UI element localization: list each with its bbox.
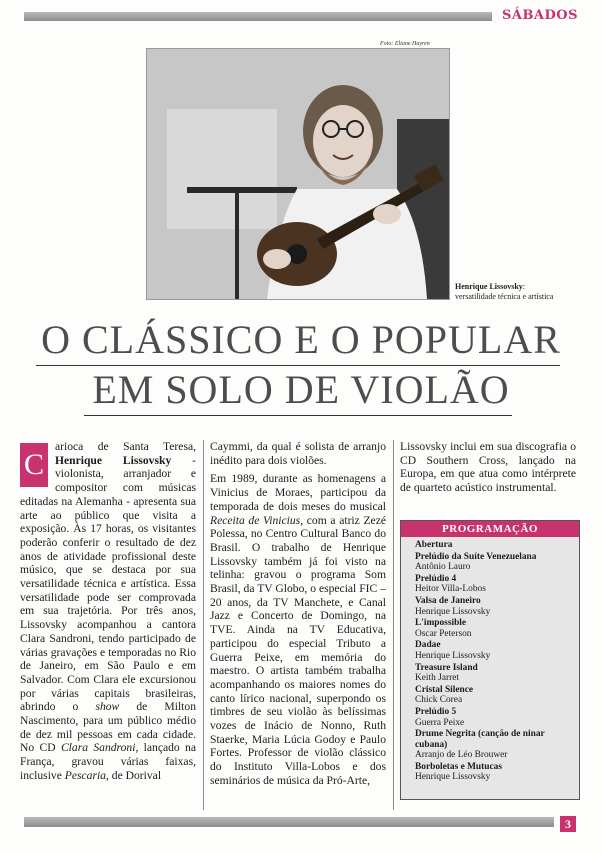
program-item [415, 574, 579, 595]
program-composer: Heitor Villa-Lobos [415, 584, 486, 595]
program-item [415, 552, 579, 573]
program-composer: Arranjo de Léo Brouwer [415, 750, 508, 761]
program-title: Drume Negrita (canção de ninar cubana) [415, 729, 545, 750]
program-item [415, 640, 579, 661]
article-column-1 [20, 440, 196, 788]
caption-text: versatilidade técnica e artística [455, 292, 554, 301]
program-title: Cristal Silence [415, 684, 474, 695]
photo-credit: Foto: Eliane Hayren [380, 41, 430, 47]
program-title: Prelúdio da Suíte Venezuelana [415, 551, 537, 562]
col1-text-d: , lançado na França, gravou várias faixas, inclusive [20, 741, 196, 782]
bottom-decorative-bar [24, 817, 554, 827]
program-title: L'impossible [415, 618, 467, 629]
caption-name: Henrique Lissovsky [455, 282, 523, 291]
headline-rule-1 [36, 365, 560, 366]
col1-track-name: Pescaria [64, 768, 106, 782]
program-composer: Antônio Lauro [415, 562, 471, 573]
program-title: Abertura [415, 540, 453, 550]
program-item [415, 540, 579, 551]
program-item [415, 729, 579, 761]
col3-paragraph-1: Lissovsky inclui em sua discografia o CD Southern Cross, lançado na Europa, em que atua como intérprete de quarteto acústico instrumental. [400, 440, 576, 495]
headline-line-1: O CLÁSSICO E O POPULAR [41, 317, 561, 362]
program-title: Prelúdio 5 [415, 706, 457, 717]
program-composer: Chick Corea [415, 695, 463, 706]
program-item [415, 663, 579, 684]
article-column-3 [400, 440, 576, 500]
headline-rule-2 [84, 415, 512, 416]
article-column-2 [210, 440, 386, 793]
program-item [415, 596, 579, 617]
program-title: Borboletas e Mutucas [415, 761, 502, 772]
program-composer: Guerra Peixe [415, 717, 465, 728]
col1-show-word: show [95, 700, 120, 714]
guitarist-illustration [147, 49, 449, 299]
program-composer: Henrique Lissovsky [415, 772, 491, 783]
col1-text-c: de Milton Nascimento, para um público médio de dez mil pessoas em cada cidade. No CD [20, 700, 197, 755]
col1-text-a: arioca de Santa Teresa, [55, 440, 196, 453]
musician-photo [146, 48, 450, 300]
headline-line-2: EM SOLO DE VIOLÃO [92, 367, 510, 412]
program-item [415, 685, 579, 706]
programacao-heading: PROGRAMAÇÃO [401, 521, 579, 537]
col2-text-a: Em 1989, durante as homenagens a Vinicius de Moraes, participou da temporada de dois meses do musical [210, 472, 386, 513]
program-title: Prelúdio 4 [415, 573, 457, 584]
musical-title: Receita de Vinicius [210, 513, 301, 527]
drop-cap: C [20, 443, 48, 487]
programacao-list [401, 537, 579, 783]
top-decorative-bar [24, 12, 492, 21]
program-item [415, 618, 579, 639]
col2-paragraph-2 [210, 472, 386, 787]
photo-caption: Henrique Lissovsky: versatilidade técnica e artística [455, 282, 554, 301]
programacao-box [400, 520, 580, 800]
program-composer: Oscar Peterson [415, 628, 472, 639]
col2-text-b: , com a atriz Zezé Polessa, no Centro Cultural Banco do Brasil. O trabalho de Henrique Lissovsky também já foi visto na telinha: gravou o programa Som Brasil, da TV Globo, o especial FIC – 20 anos, da TV Manchete, e Canal Jazz e Concerto de Domingo, na TVE. Ainda na TV Educativa, participou do especial Tributo a Guerra Peixe, em memória do maestro. O artista também trabalha acompanhando os maiores nomes do canto lírico nacional, superpondo os timbres de seu violão às belíssimas vozes de Inácio de Nonno, Ruth Staerke, Maria Lúcia Godoy e Paulo Fortes. Professor de violão clássico do Instituto Villa-Lobos e dos seminários de música da Pró-Arte, [210, 513, 386, 787]
artist-name: Henrique Lissovsky [55, 453, 172, 467]
program-item [415, 707, 579, 728]
col1-text-e: , de Dorival [105, 768, 162, 782]
column-divider-2 [393, 440, 394, 810]
program-item [415, 762, 579, 783]
program-composer: Henrique Lissovsky [415, 650, 491, 661]
section-label: SÁBADOS [501, 8, 579, 23]
program-title: Treasure Island [415, 662, 478, 673]
col2-paragraph-1: Caymmi, da qual é solista de arranjo inédito para dois violões. [210, 440, 386, 467]
program-title: Dadae [415, 640, 441, 651]
program-title: Valsa de Janeiro [415, 595, 481, 606]
col1-text-b: - violonista, arranjador e compositor com músicas editadas na Alemanha - apresenta sua arte ao público que visita a exposição. Às 17 horas, os visitantes poderão conferir o resultado de dez anos de atividade profissional deste músico, que se destaca por sua versatilidade técnica e artística. Essa versatilidade pode ser comprovada em sua trajetória. Por três anos, Lissovsky acompanhou a cantora Clara Sandroni, tendo participado de várias gravações e temporadas no Rio de Janeiro, em São Paulo e em Salvador. Com Clara ele excursionou por várias capitais brasileiras, abrindo o [20, 453, 197, 714]
program-composer: Henrique Lissovsky [415, 606, 491, 617]
page-number: 3 [560, 816, 576, 832]
column-divider-1 [203, 440, 204, 810]
program-composer: Keith Jarret [415, 673, 459, 684]
col1-cd-name: Clara Sandroni [60, 741, 136, 755]
